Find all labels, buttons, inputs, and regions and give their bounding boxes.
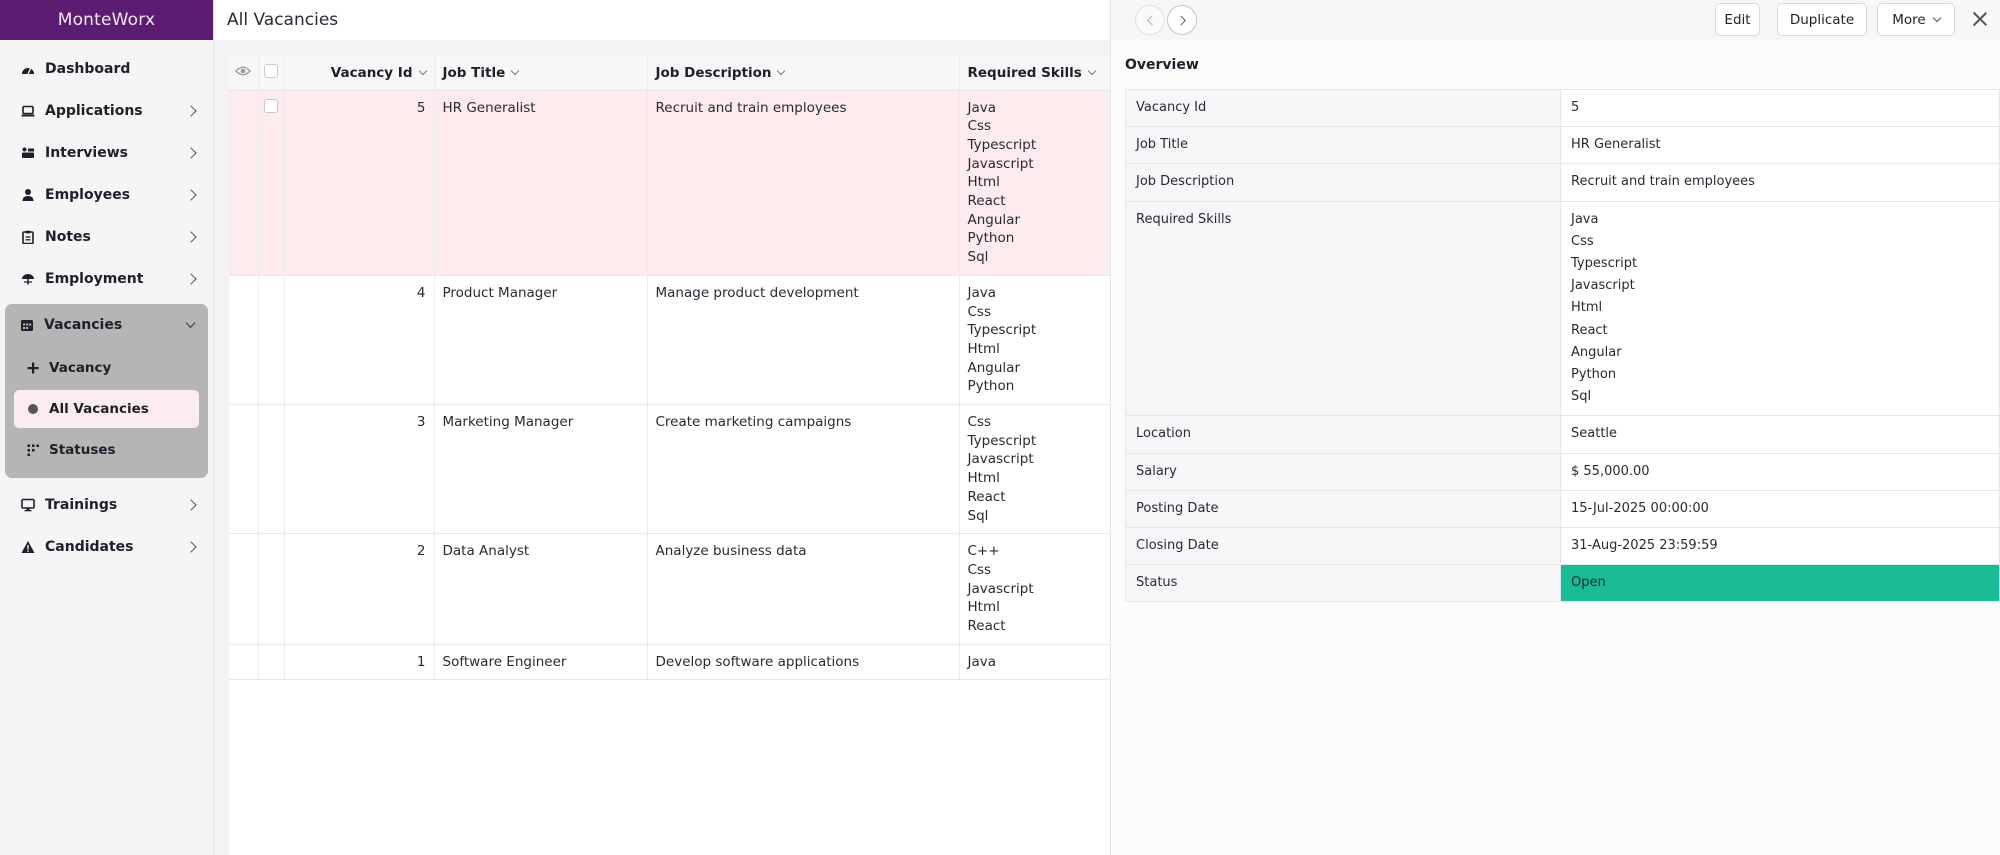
person-icon xyxy=(20,187,36,203)
cell-job-title: HR Generalist xyxy=(434,90,647,275)
chevron-right-icon xyxy=(185,189,196,200)
vacancies-grid xyxy=(229,56,1110,855)
skill-item: Python xyxy=(1571,367,1617,383)
field-value: Recruit and train employees xyxy=(1561,164,2000,201)
row-select-cell xyxy=(258,275,284,404)
field-label: Location xyxy=(1126,416,1561,453)
detail-row xyxy=(1126,565,2000,602)
detail-row xyxy=(1126,90,2000,127)
chevron-right-icon xyxy=(185,273,196,284)
row-spacer-cell xyxy=(229,644,258,680)
sidebar-item-candidates[interactable] xyxy=(0,526,213,568)
overview-table xyxy=(1125,89,2000,602)
field-value: 5 xyxy=(1561,90,2000,127)
sort-chevron-icon xyxy=(777,67,785,75)
row-select-cell xyxy=(258,90,284,275)
sidebar-item-vacancies[interactable] xyxy=(5,304,208,346)
skill-item: Java xyxy=(967,99,997,116)
field-label: Status xyxy=(1126,565,1561,602)
field-label: Required Skills xyxy=(1126,201,1561,416)
field-value: $ 55,000.00 xyxy=(1561,453,2000,490)
duplicate-button[interactable]: Duplicate xyxy=(1777,3,1867,36)
sidebar-item-dashboard[interactable] xyxy=(0,48,213,90)
edit-button[interactable]: Edit xyxy=(1715,3,1760,36)
cell-required-skills xyxy=(959,90,1110,275)
table-row[interactable] xyxy=(229,90,1110,275)
sidebar-subitem-all-vacancies[interactable] xyxy=(14,390,199,428)
cell-required-skills xyxy=(959,275,1110,404)
table-row[interactable] xyxy=(229,534,1110,645)
row-select-cell xyxy=(258,405,284,534)
skill-item: Html xyxy=(967,599,1000,616)
skill-item: Typescript xyxy=(1571,256,1638,272)
skill-item: Python xyxy=(967,230,1015,247)
cell-job-title: Product Manager xyxy=(434,275,647,404)
cell-job-description: Recruit and train employees xyxy=(647,90,959,275)
sidebar-item-label: Employment xyxy=(45,271,144,287)
skill-item: Java xyxy=(967,653,997,670)
sidebar-subitem-label: Statuses xyxy=(49,442,116,458)
column-header-job-title[interactable] xyxy=(434,56,647,90)
calendar-icon xyxy=(19,317,35,333)
field-value: HR Generalist xyxy=(1561,127,2000,164)
main-content xyxy=(214,0,1110,855)
field-label: Job Title xyxy=(1126,127,1561,164)
skill-item: Javascript xyxy=(967,155,1034,172)
cell-vacancy-id: 3 xyxy=(284,405,434,534)
sort-chevron-icon xyxy=(511,67,519,75)
cell-job-description: Manage product development xyxy=(647,275,959,404)
overview-title: Overview xyxy=(1125,57,1199,73)
column-header-label: Required Skills xyxy=(967,64,1082,81)
sidebar-item-label: Interviews xyxy=(45,145,128,161)
cell-job-title: Marketing Manager xyxy=(434,405,647,534)
sidebar-subitem-statuses[interactable] xyxy=(14,431,199,469)
detail-row xyxy=(1126,490,2000,527)
skill-item: Angular xyxy=(967,211,1020,228)
column-header-label: Job Description xyxy=(655,64,772,81)
sidebar-item-notes[interactable] xyxy=(0,216,213,258)
skill-item: React xyxy=(967,193,1006,210)
field-value-skills xyxy=(1561,201,2000,416)
sidebar-subitem-vacancy[interactable] xyxy=(14,349,199,387)
row-select-cell xyxy=(258,534,284,645)
skill-item: Angular xyxy=(1571,344,1622,360)
field-value: Seattle xyxy=(1561,416,2000,453)
skill-item: Sql xyxy=(1571,389,1592,405)
skill-item: Python xyxy=(967,378,1015,395)
table-row[interactable] xyxy=(229,405,1110,534)
more-button-label: More xyxy=(1892,11,1926,28)
field-value: 31-Aug-2025 23:59:59 xyxy=(1561,528,2000,565)
status-badge: Open xyxy=(1561,565,2000,602)
warning-icon xyxy=(20,539,36,555)
status-grid-icon xyxy=(26,443,40,457)
sidebar-subitem-label: Vacancy xyxy=(49,360,112,376)
skill-item: Sql xyxy=(967,507,989,524)
select-all-checkbox[interactable] xyxy=(264,64,278,78)
skill-item: Angular xyxy=(967,359,1020,376)
sidebar-item-label: Candidates xyxy=(45,539,134,555)
chevron-right-icon xyxy=(1176,15,1186,25)
skill-item: Sql xyxy=(967,249,989,266)
close-icon[interactable] xyxy=(1970,9,1990,29)
skill-item: Html xyxy=(967,174,1000,191)
cell-job-description: Create marketing campaigns xyxy=(647,405,959,534)
previous-record-button[interactable] xyxy=(1135,5,1165,35)
detail-row xyxy=(1126,201,2000,416)
skill-item: Html xyxy=(1571,300,1603,316)
detail-toolbar xyxy=(1111,0,2000,40)
column-header-job-description[interactable] xyxy=(647,56,959,90)
table-row[interactable] xyxy=(229,644,1110,680)
sidebar-item-label: Trainings xyxy=(45,497,118,513)
detail-row xyxy=(1126,416,2000,453)
chevron-right-icon xyxy=(185,499,196,510)
column-header-label: Vacancy Id xyxy=(330,64,413,81)
plus-icon xyxy=(26,361,40,375)
column-header-label: Job Title xyxy=(442,64,506,81)
sidebar-item-label: Vacancies xyxy=(44,317,123,333)
chevron-right-icon xyxy=(185,105,196,116)
sidebar-item-label: Dashboard xyxy=(45,61,131,77)
clipboard-icon xyxy=(20,229,36,245)
column-visibility-toggle[interactable] xyxy=(229,56,258,90)
detail-panel xyxy=(1110,0,2000,855)
detail-row xyxy=(1126,164,2000,201)
skill-item: Javascript xyxy=(967,451,1034,468)
row-spacer-cell xyxy=(229,405,258,534)
monitor-icon xyxy=(20,497,36,513)
sidebar-item-label: Employees xyxy=(45,187,131,203)
sidebar-subitem-label: All Vacancies xyxy=(49,401,149,417)
sidebar-item-employees[interactable] xyxy=(0,174,213,216)
skill-item: Java xyxy=(1571,211,1599,227)
field-label: Vacancy Id xyxy=(1126,90,1561,127)
chevron-right-icon xyxy=(185,541,196,552)
interviews-icon xyxy=(20,145,36,161)
cell-job-description: Develop software applications xyxy=(647,644,959,680)
sidebar xyxy=(0,0,214,855)
field-value: 15-Jul-2025 00:00:00 xyxy=(1561,490,2000,527)
cell-vacancy-id: 1 xyxy=(284,644,434,680)
sidebar-item-trainings[interactable] xyxy=(0,484,213,526)
skill-item: Typescript xyxy=(967,136,1037,153)
skill-item: Css xyxy=(1571,233,1594,249)
cell-required-skills xyxy=(959,644,1110,680)
skill-item: Javascript xyxy=(967,580,1034,597)
chevron-left-icon xyxy=(1147,15,1157,25)
skill-item: Css xyxy=(967,303,991,320)
skill-item: Typescript xyxy=(967,432,1037,449)
table-header-row xyxy=(229,56,1110,90)
umbrella-icon xyxy=(20,271,36,287)
chevron-right-icon xyxy=(185,231,196,242)
dashboard-icon xyxy=(20,61,36,77)
table-row[interactable] xyxy=(229,275,1110,404)
laptop-icon xyxy=(20,103,36,119)
skill-item: Css xyxy=(967,118,991,135)
row-spacer-cell xyxy=(229,275,258,404)
row-spacer-cell xyxy=(229,90,258,275)
brand-logo[interactable]: MonteWorx xyxy=(0,0,213,40)
skill-item: Typescript xyxy=(967,322,1037,339)
chevron-down-icon xyxy=(1932,13,1940,21)
column-header-required-skills[interactable] xyxy=(959,56,1110,90)
chevron-right-icon xyxy=(185,147,196,158)
cell-job-title: Data Analyst xyxy=(434,534,647,645)
more-button[interactable] xyxy=(1877,3,1955,36)
detail-row xyxy=(1126,127,2000,164)
page-title: All Vacancies xyxy=(214,0,1110,40)
skill-item: Javascript xyxy=(1571,278,1635,294)
row-spacer-cell xyxy=(229,534,258,645)
sidebar-nav xyxy=(0,40,213,568)
next-record-button[interactable] xyxy=(1167,5,1197,35)
row-checkbox[interactable] xyxy=(264,99,278,113)
eye-icon xyxy=(235,65,251,77)
sort-chevron-icon xyxy=(1088,67,1096,75)
cell-required-skills xyxy=(959,534,1110,645)
sort-chevron-icon xyxy=(418,67,426,75)
field-label: Salary xyxy=(1126,453,1561,490)
cell-job-description: Analyze business data xyxy=(647,534,959,645)
skill-item: React xyxy=(967,618,1006,635)
detail-row xyxy=(1126,528,2000,565)
sidebar-item-label: Applications xyxy=(45,103,143,119)
column-header-vacancy-id[interactable] xyxy=(284,56,434,90)
list-dot-icon xyxy=(26,402,40,416)
cell-vacancy-id: 4 xyxy=(284,275,434,404)
skill-item: React xyxy=(1571,322,1608,338)
cell-vacancy-id: 5 xyxy=(284,90,434,275)
skill-item: Html xyxy=(967,470,1000,487)
sidebar-item-applications[interactable] xyxy=(0,90,213,132)
skill-item: Css xyxy=(967,561,991,578)
field-label: Posting Date xyxy=(1126,490,1561,527)
field-label: Closing Date xyxy=(1126,528,1561,565)
sidebar-item-interviews[interactable] xyxy=(0,132,213,174)
skill-item: React xyxy=(967,488,1006,505)
skill-item: Css xyxy=(967,414,991,431)
skill-item: Java xyxy=(967,284,997,301)
detail-row xyxy=(1126,453,2000,490)
sidebar-group-vacancies xyxy=(5,304,208,478)
cell-job-title: Software Engineer xyxy=(434,644,647,680)
sidebar-item-label: Notes xyxy=(45,229,91,245)
chevron-down-icon xyxy=(186,318,196,328)
select-all-header xyxy=(258,56,284,90)
field-label: Job Description xyxy=(1126,164,1561,201)
cell-vacancy-id: 2 xyxy=(284,534,434,645)
skill-item: C++ xyxy=(967,543,1000,560)
sidebar-item-employment[interactable] xyxy=(0,258,213,300)
cell-required-skills xyxy=(959,405,1110,534)
skill-item: Html xyxy=(967,340,1000,357)
row-select-cell xyxy=(258,644,284,680)
vacancies-table xyxy=(229,56,1111,680)
